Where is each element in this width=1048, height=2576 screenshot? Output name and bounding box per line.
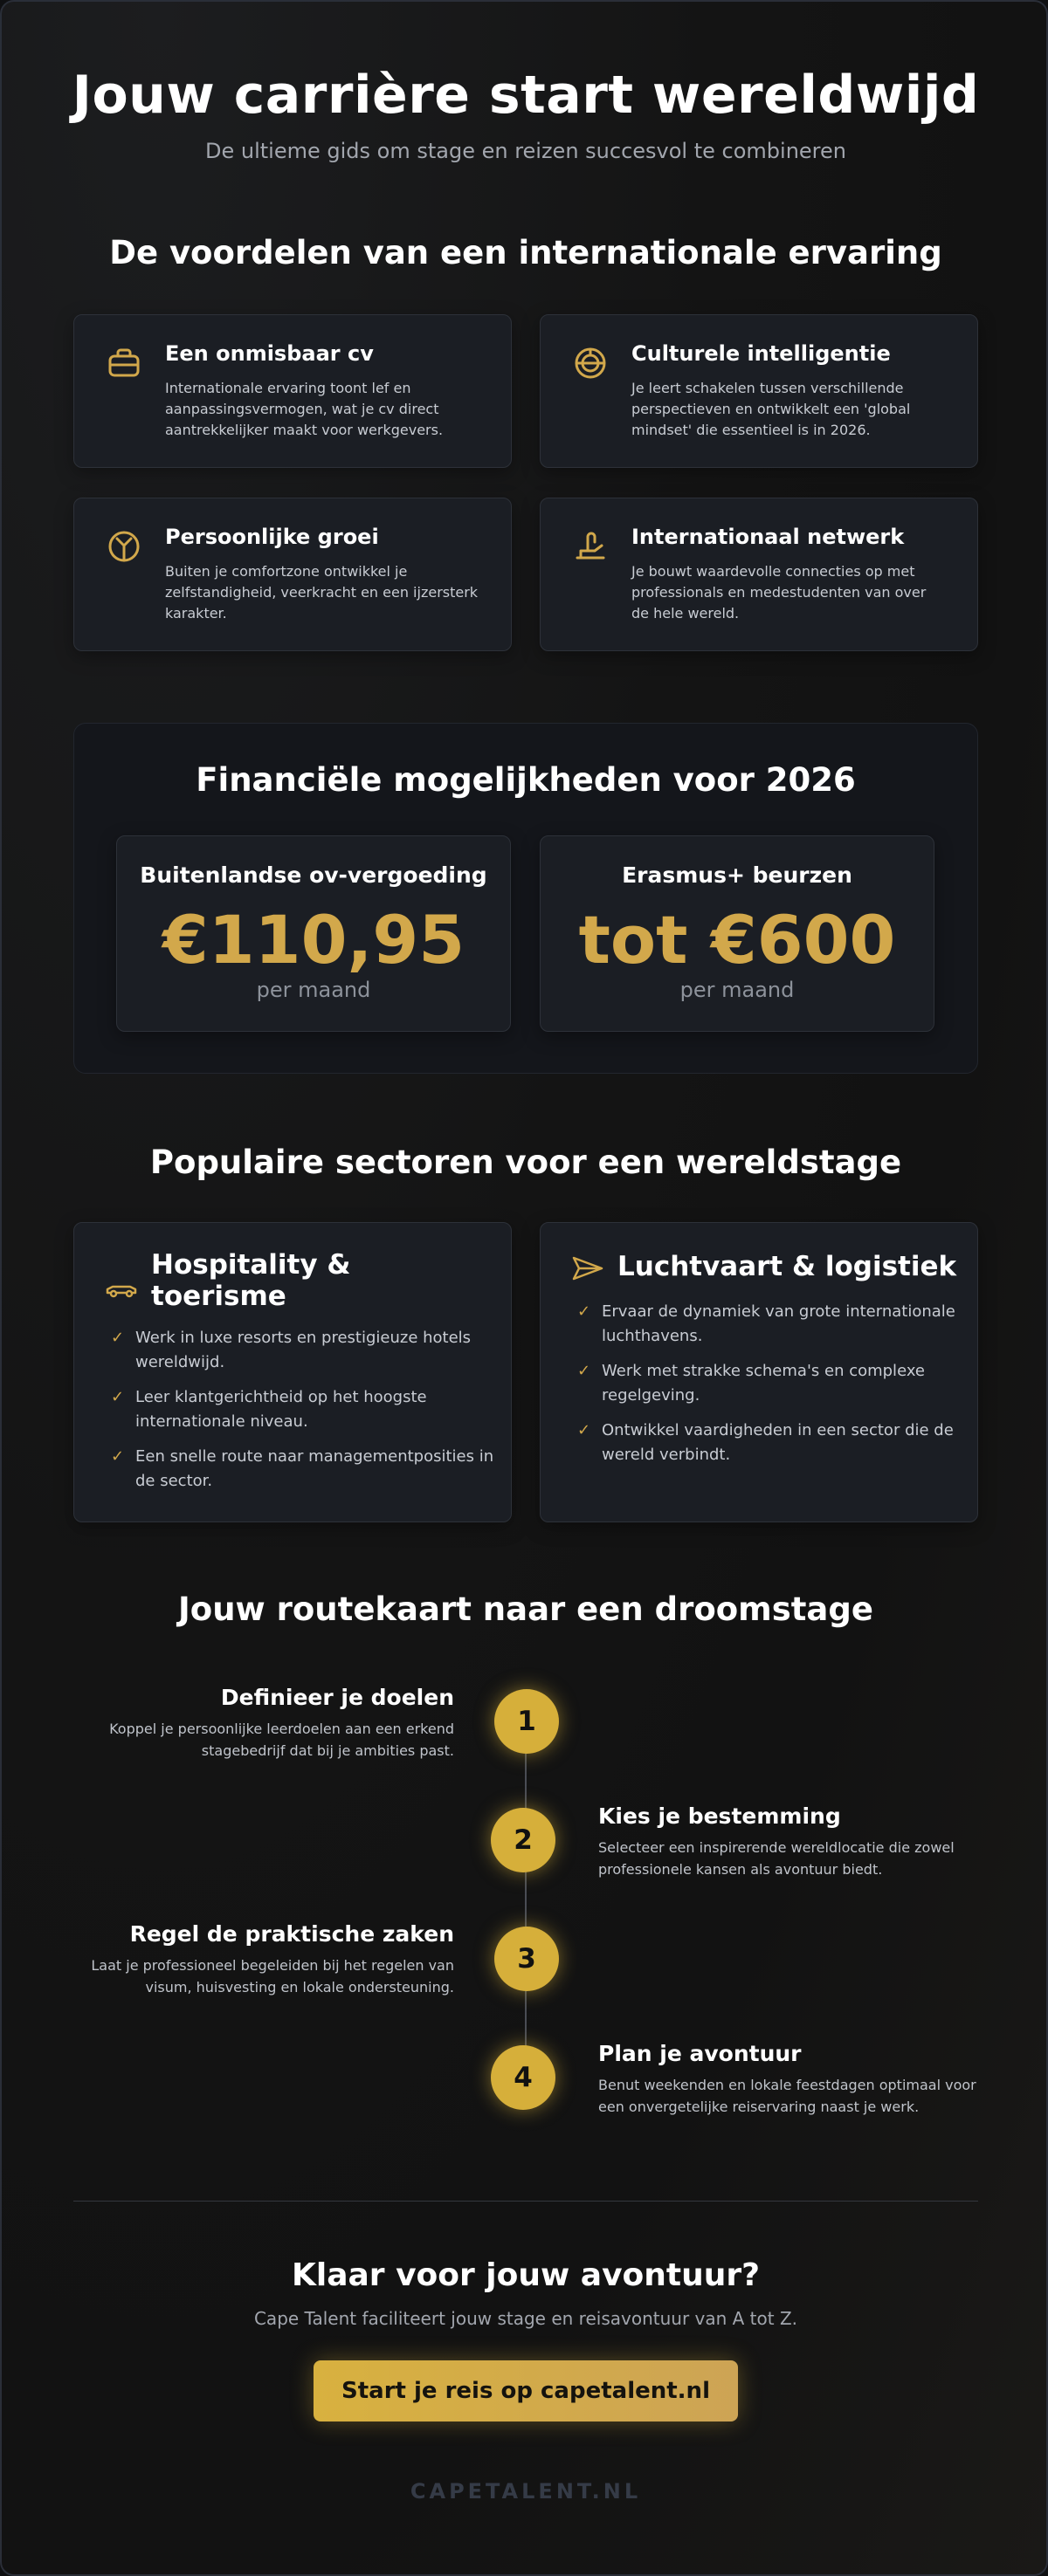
benefit-title: Internationaal netwerk	[631, 525, 905, 549]
step-number-4: 4	[491, 2045, 555, 2110]
finance-label: Buitenlandse ov-vergoeding	[140, 862, 487, 888]
growth-icon	[106, 528, 142, 565]
benefit-card-growth	[73, 498, 512, 651]
list-item: ✓ Ontwikkel vaardigheden in een sector die de wereld verbindt.	[577, 1419, 962, 1467]
check-icon: ✓	[111, 1329, 125, 1347]
check-icon: ✓	[577, 1362, 591, 1380]
finance-unit: per maand	[256, 978, 371, 1002]
list-item: ✓ Ervaar de dynamiek van grote internationale luchthavens.	[577, 1300, 962, 1349]
benefits-title: De voordelen van een internationale ervaring	[109, 234, 942, 271]
benefit-text: Je bouwt waardevolle connecties op met professionals en medestudenten van over de hele wereld.	[631, 563, 927, 622]
benefit-card-cv	[73, 314, 512, 468]
cta-title: Klaar voor jouw avontuur?	[291, 2257, 761, 2293]
sector-title: toerisme	[151, 1281, 286, 1312]
step-text: Selecteer een inspirerende wereldlocatie die zowel professionele kansen als avontuur biedt.	[598, 1839, 955, 1878]
step-number-3: 3	[494, 1927, 559, 1991]
finance-title: Financiële mogelijkheden voor 2026	[196, 761, 856, 799]
divider	[73, 2201, 978, 2202]
paper-plane-icon	[570, 1254, 605, 1282]
sector-title: Hospitality &	[151, 1249, 351, 1281]
globe-icon	[572, 345, 609, 381]
check-icon: ✓	[577, 1421, 591, 1439]
network-icon	[572, 528, 609, 565]
car-icon	[104, 1275, 139, 1303]
step-text: Benut weekenden en lokale feestdagen optimaal voor een onvergetelijke reiservaring naast je werk.	[598, 2077, 976, 2115]
step-number-1: 1	[494, 1689, 559, 1754]
list-item: ✓ Werk in luxe resorts en prestigieuze hotels wereldwijd.	[111, 1326, 495, 1375]
cta-subtitle: Cape Talent faciliteert jouw stage en reisavontuur van A tot Z.	[253, 2308, 798, 2329]
footer-brand: CAPETALENT.NL	[410, 2479, 642, 2504]
step-title: Regel de praktische zaken	[129, 1921, 454, 1947]
benefit-text: Buiten je comfortzone ontwikkel je zelfstandigheid, veerkracht en een ijzersterk karakter.	[165, 563, 479, 622]
check-icon: ✓	[111, 1447, 125, 1466]
finance-card-erasmus	[540, 835, 934, 1032]
benefit-title: Een onmisbaar cv	[165, 341, 374, 366]
sector-card-aviation	[540, 1222, 978, 1522]
step-text: Laat je professioneel begeleiden bij het regelen van visum, huisvesting en lokale ondersteuning.	[91, 1957, 454, 1996]
timeline-line	[525, 1721, 527, 2097]
briefcase-icon	[106, 345, 142, 381]
step-number-2: 2	[491, 1808, 555, 1872]
list-item: ✓ Een snelle route naar managementposities in de sector.	[111, 1445, 495, 1494]
page-subtitle: De ultieme gids om stage en reizen succesvol te combineren	[205, 139, 846, 163]
check-icon: ✓	[111, 1388, 125, 1406]
start-journey-button[interactable]: Start je reis op capetalent.nl	[314, 2360, 738, 2421]
check-icon: ✓	[577, 1302, 591, 1321]
page-title: Jouw carrière start wereldwijd	[72, 65, 980, 126]
benefit-card-network	[540, 498, 978, 651]
benefit-text: Internationale ervaring toont lef en aanpassingsvermogen, wat je cv direct aantrekkelijker maakt voor werkgevers.	[165, 380, 444, 438]
finance-value: tot €600	[578, 901, 896, 979]
benefit-title: Persoonlijke groei	[165, 525, 379, 549]
benefit-card-culture	[540, 314, 978, 468]
finance-label: Erasmus+ beurzen	[622, 862, 852, 888]
finance-unit: per maand	[679, 978, 795, 1002]
step-title: Definieer je doelen	[220, 1685, 454, 1710]
roadmap-title: Jouw routekaart naar een droomstage	[178, 1590, 873, 1628]
finance-card-ov	[116, 835, 511, 1032]
finance-value: €110,95	[162, 901, 465, 979]
sectors-title: Populaire sectoren voor een wereldstage	[149, 1144, 902, 1181]
sector-card-hospitality	[73, 1222, 512, 1522]
benefit-title: Culturele intelligentie	[631, 341, 891, 366]
step-title: Plan je avontuur	[598, 2041, 802, 2066]
benefit-text: Je leert schakelen tussen verschillende perspectieven en ontwikkelt een 'global mindset' die essentieel is in 2026.	[631, 380, 911, 438]
list-item: ✓ Leer klantgerichtheid op het hoogste internationale niveau.	[111, 1385, 495, 1434]
step-text: Koppel je persoonlijke leerdoelen aan een erkend stagebedrijf dat bij je ambities past.	[109, 1721, 454, 1759]
sector-title: Luchtvaart & logistiek	[617, 1251, 957, 1282]
step-title: Kies je bestemming	[598, 1803, 841, 1829]
list-item: ✓ Werk met strakke schema's en complexe regelgeving.	[577, 1359, 962, 1408]
